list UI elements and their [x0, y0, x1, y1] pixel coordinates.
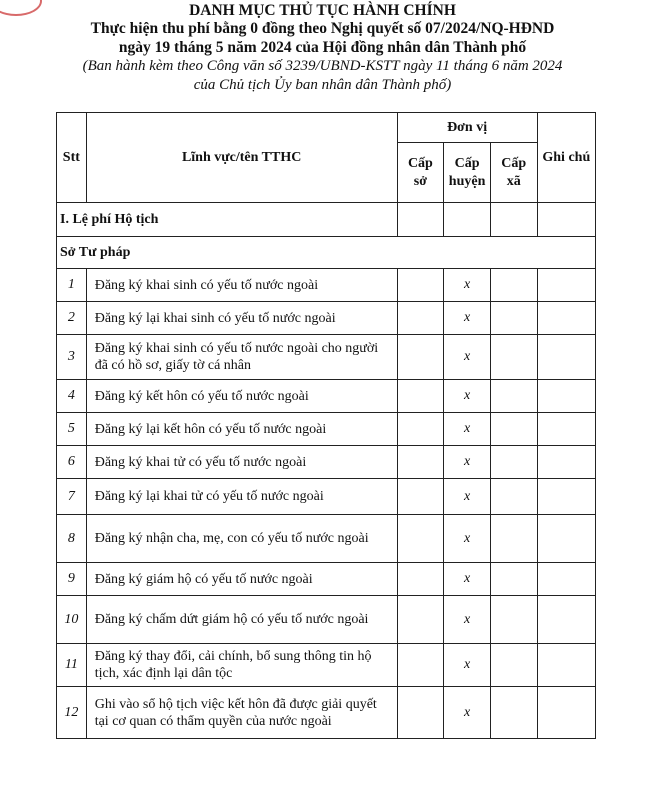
row-stt: 8 [57, 515, 87, 563]
document-reference-line-1: (Ban hành kèm theo Công văn số 3239/UBND-KSTT ngày 11 tháng 6 năm 2024 [82, 58, 563, 74]
row-stt: 11 [57, 644, 87, 687]
row-stt: 12 [57, 687, 87, 739]
row-stt: 4 [57, 380, 87, 413]
header-cap-so: Cấp sở [397, 143, 444, 203]
row-note [537, 644, 595, 687]
table-row [57, 302, 596, 335]
row-procedure-name: Đăng ký lại kết hôn có yếu tố nước ngoài [86, 413, 397, 446]
document-subtitle-line-1: Thực hiện thu phí bằng 0 đồng theo Nghị quyết số 07/2024/NQ-HĐND [90, 20, 555, 37]
document-header [0, 0, 645, 94]
table-row [57, 269, 596, 302]
row-cap-so [397, 446, 444, 479]
row-note [537, 446, 595, 479]
row-cap-huyen-mark: x [444, 563, 491, 596]
row-procedure-name: Đăng ký nhận cha, mẹ, con có yếu tố nước ngoài [86, 515, 397, 563]
row-cap-so [397, 380, 444, 413]
row-note [537, 596, 595, 644]
row-cap-so [397, 687, 444, 739]
row-procedure-name: Đăng ký khai tử có yếu tố nước ngoài [86, 446, 397, 479]
empty-cell [397, 203, 444, 237]
row-procedure-name: Đăng ký giám hộ có yếu tố nước ngoài [86, 563, 397, 596]
row-stt: 10 [57, 596, 87, 644]
row-cap-xa [490, 413, 537, 446]
row-cap-xa [490, 563, 537, 596]
row-note [537, 335, 595, 380]
row-cap-huyen-mark: x [444, 380, 491, 413]
table-row [57, 413, 596, 446]
row-procedure-name: Đăng ký lại khai tử có yếu tố nước ngoài [86, 479, 397, 515]
row-cap-huyen-mark: x [444, 479, 491, 515]
row-note [537, 479, 595, 515]
empty-cell [444, 203, 491, 237]
row-cap-so [397, 335, 444, 380]
row-cap-huyen-mark: x [444, 687, 491, 739]
row-cap-so [397, 269, 444, 302]
row-procedure-name: Đăng ký chấm dứt giám hộ có yếu tố nước ngoài [86, 596, 397, 644]
row-cap-xa [490, 269, 537, 302]
subsection-row: Sở Tư pháp [57, 237, 596, 269]
row-cap-so [397, 563, 444, 596]
row-procedure-name: Ghi vào sổ hộ tịch việc kết hôn đã được giải quyết tại cơ quan có thẩm quyền của nước ngoài [86, 687, 397, 739]
row-cap-so [397, 479, 444, 515]
row-cap-huyen-mark: x [444, 335, 491, 380]
row-stt: 2 [57, 302, 87, 335]
row-cap-xa [490, 446, 537, 479]
row-procedure-name: Đăng ký thay đổi, cải chính, bổ sung thông tin hộ tịch, xác định lại dân tộc [86, 644, 397, 687]
header-stt: Stt [57, 113, 87, 203]
table-row [57, 380, 596, 413]
row-cap-so [397, 644, 444, 687]
row-stt: 5 [57, 413, 87, 446]
table-row [57, 479, 596, 515]
row-cap-huyen-mark: x [444, 413, 491, 446]
row-stt: 9 [57, 563, 87, 596]
table-row [57, 335, 596, 380]
row-note [537, 515, 595, 563]
row-cap-so [397, 596, 444, 644]
row-stt: 1 [57, 269, 87, 302]
row-cap-huyen-mark: x [444, 596, 491, 644]
document-subtitle-line-2: ngày 19 tháng 5 năm 2024 của Hội đồng nhân dân Thành phố [118, 39, 527, 56]
row-cap-xa [490, 479, 537, 515]
row-stt: 6 [57, 446, 87, 479]
row-note [537, 563, 595, 596]
row-procedure-name: Đăng ký lại khai sinh có yếu tố nước ngoài [86, 302, 397, 335]
header-unit: Đơn vị [397, 113, 537, 143]
row-note [537, 687, 595, 739]
row-cap-xa [490, 515, 537, 563]
row-cap-xa [490, 380, 537, 413]
table-row [57, 563, 596, 596]
row-note [537, 380, 595, 413]
row-cap-xa [490, 687, 537, 739]
row-note [537, 302, 595, 335]
table-row [57, 515, 596, 563]
header-note: Ghi chú [537, 113, 595, 203]
table-row [57, 596, 596, 644]
header-cap-xa: Cấp xã [490, 143, 537, 203]
row-cap-xa [490, 644, 537, 687]
row-note [537, 269, 595, 302]
row-procedure-name: Đăng ký kết hôn có yếu tố nước ngoài [86, 380, 397, 413]
row-cap-xa [490, 596, 537, 644]
row-cap-huyen-mark: x [444, 302, 491, 335]
row-cap-huyen-mark: x [444, 644, 491, 687]
table-row [57, 687, 596, 739]
row-cap-xa [490, 302, 537, 335]
empty-cell [537, 203, 595, 237]
procedures-table [56, 112, 596, 739]
table-row [57, 446, 596, 479]
empty-cell [490, 203, 537, 237]
row-cap-huyen-mark: x [444, 269, 491, 302]
row-stt: 7 [57, 479, 87, 515]
row-cap-huyen-mark: x [444, 515, 491, 563]
row-cap-so [397, 515, 444, 563]
document-title: DANH MỤC THỦ TỤC HÀNH CHÍNH [189, 2, 456, 19]
header-cap-huyen: Cấp huyện [444, 143, 491, 203]
row-procedure-name: Đăng ký khai sinh có yếu tố nước ngoài cho người đã có hồ sơ, giấy tờ cá nhân [86, 335, 397, 380]
row-note [537, 413, 595, 446]
document-reference-line-2: của Chủ tịch Ủy ban nhân dân Thành phố) [193, 77, 452, 93]
row-cap-so [397, 413, 444, 446]
row-procedure-name: Đăng ký khai sinh có yếu tố nước ngoài [86, 269, 397, 302]
row-cap-so [397, 302, 444, 335]
table-row [57, 644, 596, 687]
section-row: I. Lệ phí Hộ tịch [57, 203, 398, 237]
header-procedure-name: Lĩnh vực/tên TTHC [86, 113, 397, 203]
row-cap-huyen-mark: x [444, 446, 491, 479]
row-stt: 3 [57, 335, 87, 380]
row-cap-xa [490, 335, 537, 380]
